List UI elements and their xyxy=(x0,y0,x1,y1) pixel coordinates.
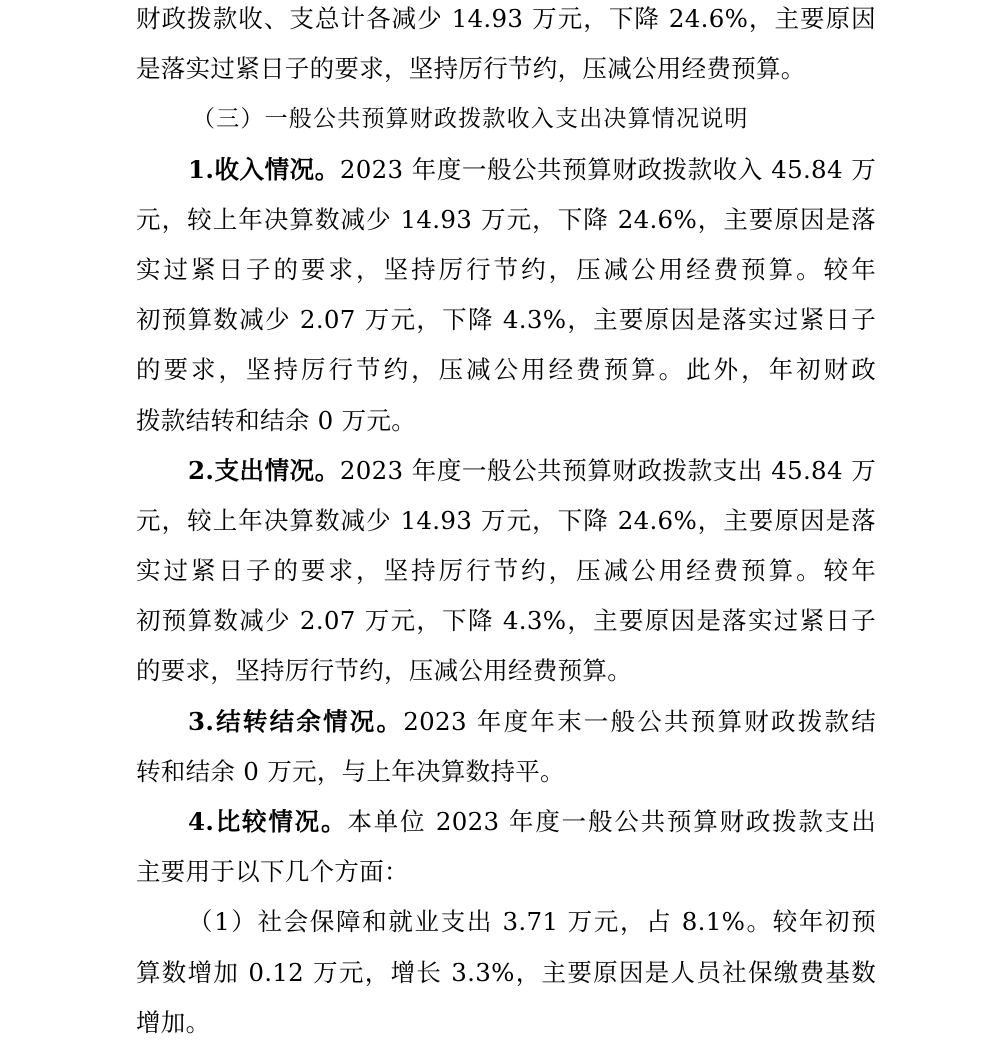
text-line: 初预算数减少 2.07 万元，下降 4.3%，主要原因是落实过紧日子 xyxy=(136,305,876,335)
text-line xyxy=(136,797,876,847)
text-span: 2023 年度年末一般公共预算财政拨款结 xyxy=(403,706,876,736)
paragraph-income xyxy=(136,145,876,446)
paragraph-lead: 1.收入情况。 xyxy=(188,154,340,184)
text-line: 算数增加 0.12 万元，增长 3.3%，主要原因是人员社保缴费基数 xyxy=(136,957,876,987)
text-line: 元，较上年决算数减少 14.93 万元，下降 24.6%，主要原因是落 xyxy=(136,505,876,535)
text-line: 是落实过紧日子的要求，坚持厉行节约，压减公用经费预算。 xyxy=(136,54,806,84)
text-line: 实过紧日子的要求，坚持厉行节约，压减公用经费预算。较年 xyxy=(136,556,876,586)
text-span: 本单位 2023 年度一般公共预算财政拨款支出 xyxy=(347,807,876,836)
text-line: 元，较上年决算数减少 14.93 万元，下降 24.6%，主要原因是落 xyxy=(136,204,876,234)
text-line xyxy=(136,697,876,747)
paragraph-intro xyxy=(136,0,876,94)
paragraph-lead: 3.结转结余情况。 xyxy=(188,706,404,736)
text-line: 的要求，坚持厉行节约，压减公用经费预算。 xyxy=(136,656,632,686)
section-heading: （三）一般公共预算财政拨款收入支出决算情况说明 xyxy=(192,106,749,133)
text-line: 的要求，坚持厉行节约，压减公用经费预算。此外，年初财政 xyxy=(136,355,876,385)
text-line xyxy=(136,446,876,496)
text-line: 初预算数减少 2.07 万元，下降 4.3%，主要原因是落实过紧日子 xyxy=(136,606,876,636)
paragraph-lead: 4.比较情况。 xyxy=(188,807,348,836)
paragraph-expense xyxy=(136,446,876,697)
text-line: 实过紧日子的要求，坚持厉行节约，压减公用经费预算。较年 xyxy=(136,254,876,284)
paragraph-compare xyxy=(136,797,876,897)
text-line: 拨款结转和结余 0 万元。 xyxy=(136,405,417,435)
paragraph-lead: 2.支出情况。 xyxy=(188,455,340,485)
text-span: 2023 年度一般公共预算财政拨款收入 45.84 万 xyxy=(339,154,876,184)
text-line: 转和结余 0 万元，与上年决算数持平。 xyxy=(136,756,565,786)
text-line: 主要用于以下几个方面： xyxy=(136,857,409,887)
paragraph-item-1 xyxy=(136,897,876,1048)
text-line: 财政拨款收、支总计各减少 14.93 万元，下降 24.6%，主要原因 xyxy=(136,4,876,33)
text-line: 增加。 xyxy=(136,1007,211,1037)
text-line: （1）社会保障和就业支出 3.71 万元，占 8.1%。较年初预 xyxy=(188,907,876,937)
paragraph-carryover xyxy=(136,697,876,797)
text-span: 2023 年度一般公共预算财政拨款支出 45.84 万 xyxy=(339,455,876,485)
document-page xyxy=(136,0,876,1048)
text-line xyxy=(136,145,876,195)
